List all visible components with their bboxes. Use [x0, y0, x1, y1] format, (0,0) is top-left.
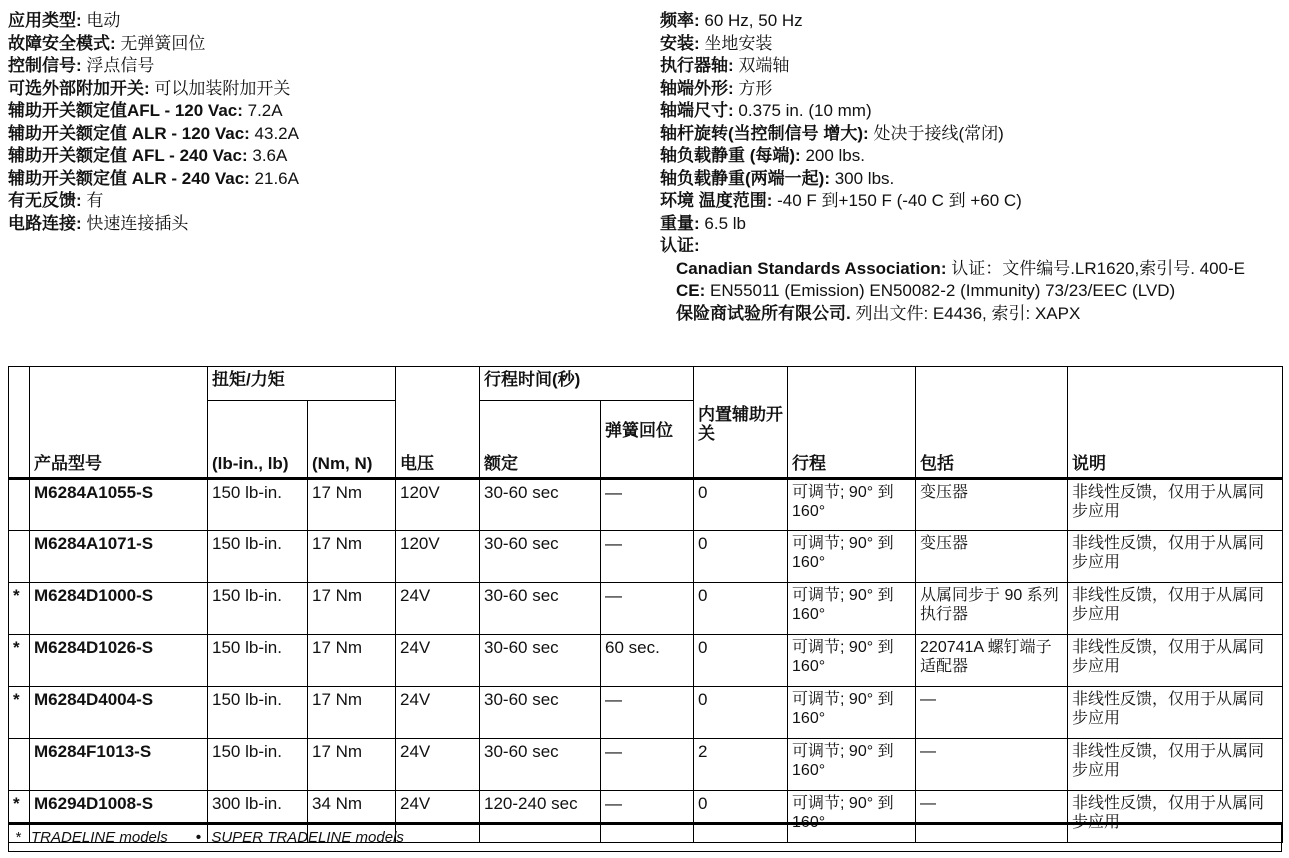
- row-mark: [9, 479, 30, 531]
- table-row: [9, 739, 1283, 791]
- notes-cell: 非线性反馈，仅用于从属同步应用: [1068, 531, 1283, 583]
- header-voltage: 电压: [396, 367, 480, 479]
- header-mark: [9, 367, 30, 479]
- spec-line: [660, 145, 1280, 168]
- specs-right: [660, 10, 1280, 325]
- voltage-cell: 24V: [396, 635, 480, 687]
- table-row: [9, 479, 1283, 531]
- header-stroke: 行程: [788, 367, 916, 479]
- spec-line: [8, 168, 628, 191]
- spec-line: [8, 213, 628, 236]
- spec-value: 0.375 in. (10 mm): [733, 101, 872, 120]
- spec-line: [660, 33, 1280, 56]
- notes-cell: 非线性反馈，仅用于从属同步应用: [1068, 687, 1283, 739]
- spec-label: 应用类型:: [8, 11, 82, 30]
- aux-switch-cell: 0: [694, 583, 788, 635]
- certification-label: CE:: [676, 281, 706, 300]
- spec-line: [660, 78, 1280, 101]
- spec-line: [8, 100, 628, 123]
- notes-cell: 非线性反馈，仅用于从属同步应用: [1068, 791, 1283, 843]
- voltage-cell: 120V: [396, 531, 480, 583]
- spec-label: 故障安全模式:: [8, 33, 116, 53]
- torque-nm-cell: 17 Nm: [308, 739, 396, 791]
- spec-label: 轴端尺寸:: [660, 101, 734, 120]
- aux-switch-cell: 0: [694, 635, 788, 687]
- voltage-cell: 24V: [396, 739, 480, 791]
- spec-value: 43.2A: [249, 123, 299, 143]
- torque-nm-cell: 17 Nm: [308, 635, 396, 687]
- rated-time-cell: 30-60 sec: [480, 479, 601, 531]
- spec-label: 可选外部附加开关:: [8, 78, 150, 98]
- spring-return-cell: —: [601, 739, 694, 791]
- voltage-cell: 24V: [396, 687, 480, 739]
- footnote-dot-icon: •: [195, 829, 202, 846]
- notes-cell: 非线性反馈，仅用于从属同步应用: [1068, 583, 1283, 635]
- model-cell: M6284D4004-S: [30, 687, 208, 739]
- spec-label: 频率:: [660, 11, 700, 30]
- rated-time-cell: 30-60 sec: [480, 687, 601, 739]
- spec-label: 辅助开关额定值 AFL - 240 Vac:: [8, 146, 248, 165]
- rated-time-cell: 30-60 sec: [480, 635, 601, 687]
- spec-line: [8, 33, 628, 56]
- model-cell: M6284D1026-S: [30, 635, 208, 687]
- certification-value: EN55011 (Emission) EN50082-2 (Immunity) 73/23/EEC (LVD): [705, 281, 1176, 300]
- voltage-cell: 24V: [396, 791, 480, 843]
- stroke-cell: 可调节; 90° 到 160°: [788, 583, 916, 635]
- footnote: [8, 822, 1282, 852]
- product-table: [8, 366, 1283, 843]
- includes-cell: 220741A 螺钉端子适配器: [916, 635, 1068, 687]
- spec-line: [660, 235, 1280, 258]
- spec-line: [8, 55, 628, 78]
- spec-value: 3.6A: [247, 146, 288, 165]
- rated-time-cell: 30-60 sec: [480, 583, 601, 635]
- spring-return-cell: —: [601, 687, 694, 739]
- spring-return-cell: —: [601, 479, 694, 531]
- torque-lb-cell: 300 lb-in.: [208, 791, 308, 843]
- spec-value: 300 lbs.: [829, 168, 895, 188]
- table-row: [9, 687, 1283, 739]
- notes-cell: 非线性反馈，仅用于从属同步应用: [1068, 635, 1283, 687]
- torque-nm-cell: 17 Nm: [308, 531, 396, 583]
- stroke-cell: 可调节; 90° 到 160°: [788, 635, 916, 687]
- stroke-cell: 可调节; 90° 到 160°: [788, 479, 916, 531]
- certification-label: Canadian Standards Association:: [676, 258, 947, 278]
- header-torque-group: 扭矩/力矩: [208, 367, 396, 401]
- aux-switch-cell: 0: [694, 531, 788, 583]
- includes-cell: —: [916, 791, 1068, 843]
- spec-label: 环境 温度范围:: [660, 191, 773, 210]
- torque-lb-cell: 150 lb-in.: [208, 583, 308, 635]
- torque-nm-cell: 17 Nm: [308, 583, 396, 635]
- includes-cell: 变压器: [916, 479, 1068, 531]
- spec-line: [660, 213, 1280, 236]
- spec-label: 轴负载静重 (每端):: [660, 146, 801, 165]
- includes-cell: —: [916, 687, 1068, 739]
- torque-nm-cell: 17 Nm: [308, 687, 396, 739]
- model-cell: M6284A1055-S: [30, 479, 208, 531]
- spec-value: 电动: [81, 11, 121, 30]
- spring-return-cell: 60 sec.: [601, 635, 694, 687]
- torque-lb-cell: 150 lb-in.: [208, 739, 308, 791]
- row-mark: *: [9, 583, 30, 635]
- spec-label: 安装:: [660, 33, 700, 53]
- header-time-group: 行程时间(秒): [480, 367, 694, 401]
- includes-cell: 变压器: [916, 531, 1068, 583]
- footnote-dot-text: SUPER TRADELINE models: [211, 829, 404, 846]
- spec-value: 可以加装附加开关: [149, 78, 291, 98]
- spec-line: [660, 168, 1280, 191]
- spec-label: 控制信号:: [8, 56, 82, 75]
- spec-line: [660, 190, 1280, 213]
- aux-switch-cell: 0: [694, 479, 788, 531]
- table-row: [9, 635, 1283, 687]
- voltage-cell: 120V: [396, 479, 480, 531]
- product-table-body: [9, 479, 1283, 843]
- spec-value: 200 lbs.: [800, 146, 865, 165]
- includes-cell: 从属同步于 90 系列执行器: [916, 583, 1068, 635]
- header-spring-return: 弹簧回位: [601, 401, 694, 479]
- spec-line: [8, 145, 628, 168]
- torque-lb-cell: 150 lb-in.: [208, 531, 308, 583]
- spec-label: 辅助开关额定值 ALR - 240 Vac:: [8, 168, 250, 188]
- header-torque-nm: (Nm, N): [308, 401, 396, 479]
- stroke-cell: 可调节; 90° 到 160°: [788, 791, 916, 843]
- torque-lb-cell: 150 lb-in.: [208, 479, 308, 531]
- certification-label: 保险商试验所有限公司.: [676, 303, 851, 323]
- table-row: [9, 583, 1283, 635]
- model-cell: M6294D1008-S: [30, 791, 208, 843]
- spec-value: 6.5 lb: [699, 213, 746, 233]
- certification-value: 认证：文件编号.LR1620,索引号. 400-E: [946, 258, 1246, 278]
- stroke-cell: 可调节; 90° 到 160°: [788, 687, 916, 739]
- spec-value: 21.6A: [249, 168, 299, 188]
- spec-value: 方形: [733, 78, 773, 98]
- spec-label: 轴负载静重(两端一起):: [660, 168, 830, 188]
- spec-label: 轴端外形:: [660, 78, 734, 98]
- rated-time-cell: 30-60 sec: [480, 739, 601, 791]
- spec-label: 认证:: [660, 236, 700, 255]
- voltage-cell: 24V: [396, 583, 480, 635]
- spec-value: 双端轴: [733, 56, 790, 75]
- spec-value: 60 Hz, 50 Hz: [699, 11, 803, 30]
- torque-lb-cell: 150 lb-in.: [208, 635, 308, 687]
- spec-label: 执行器轴:: [660, 56, 734, 75]
- aux-switch-cell: 0: [694, 687, 788, 739]
- row-mark: *: [9, 791, 30, 843]
- spec-line: [660, 10, 1280, 33]
- spec-value: 快速连接插头: [81, 213, 189, 233]
- spring-return-cell: —: [601, 791, 694, 843]
- footnote-star-symbol: *: [15, 829, 21, 846]
- spec-line: [660, 123, 1280, 146]
- aux-switch-cell: 2: [694, 739, 788, 791]
- spec-label: 有无反馈:: [8, 191, 82, 210]
- row-mark: *: [9, 635, 30, 687]
- includes-cell: —: [916, 739, 1068, 791]
- notes-cell: 非线性反馈，仅用于从属同步应用: [1068, 739, 1283, 791]
- spec-value: 处决于接线(常闭): [868, 123, 1004, 143]
- spec-label: 重量:: [660, 213, 700, 233]
- notes-cell: 非线性反馈，仅用于从属同步应用: [1068, 479, 1283, 531]
- spec-line: [8, 123, 628, 146]
- header-rated: 额定: [480, 401, 601, 479]
- header-includes: 包括: [916, 367, 1068, 479]
- footnote-star-text: TRADELINE models: [31, 829, 168, 846]
- spring-return-cell: —: [601, 531, 694, 583]
- header-aux-switch: 内置辅助开关: [694, 367, 788, 479]
- header-torque-lb: (lb-in., lb): [208, 401, 308, 479]
- rated-time-cell: 120-240 sec: [480, 791, 601, 843]
- row-mark: *: [9, 687, 30, 739]
- spec-value: 7.2A: [242, 101, 283, 120]
- torque-lb-cell: 150 lb-in.: [208, 687, 308, 739]
- certification-line: [660, 280, 1276, 303]
- certification-line: [660, 258, 1276, 281]
- stroke-cell: 可调节; 90° 到 160°: [788, 531, 916, 583]
- header-notes: 说明: [1068, 367, 1283, 479]
- rated-time-cell: 30-60 sec: [480, 531, 601, 583]
- certification-value: 列出文件: E4436, 索引: XAPX: [850, 303, 1081, 323]
- stroke-cell: 可调节; 90° 到 160°: [788, 739, 916, 791]
- torque-nm-cell: 17 Nm: [308, 479, 396, 531]
- spec-label: 轴杆旋转(当控制信号 增大):: [660, 123, 869, 143]
- specs-left: [8, 10, 628, 235]
- aux-switch-cell: 0: [694, 791, 788, 843]
- spec-value: 有: [81, 191, 104, 210]
- spec-value: -40 F 到+150 F (-40 C 到 +60 C): [772, 191, 1022, 210]
- spec-line: [8, 78, 628, 101]
- spec-line: [660, 100, 1280, 123]
- model-cell: M6284F1013-S: [30, 739, 208, 791]
- table-row: [9, 531, 1283, 583]
- torque-nm-cell: 34 Nm: [308, 791, 396, 843]
- row-mark: [9, 739, 30, 791]
- certification-line: [660, 303, 1276, 326]
- spec-label: 电路连接:: [8, 213, 82, 233]
- spec-label: 辅助开关额定值AFL - 120 Vac:: [8, 101, 243, 120]
- header-model: 产品型号: [30, 367, 208, 479]
- model-cell: M6284A1071-S: [30, 531, 208, 583]
- spring-return-cell: —: [601, 583, 694, 635]
- spec-line: [8, 10, 628, 33]
- spec-line: [8, 190, 628, 213]
- spec-value: 无弹簧回位: [115, 33, 206, 53]
- row-mark: [9, 531, 30, 583]
- spec-label: 辅助开关额定值 ALR - 120 Vac:: [8, 123, 250, 143]
- model-cell: M6284D1000-S: [30, 583, 208, 635]
- spec-line: [660, 55, 1280, 78]
- spec-value: 浮点信号: [81, 56, 155, 75]
- spec-value: 坐地安装: [699, 33, 773, 53]
